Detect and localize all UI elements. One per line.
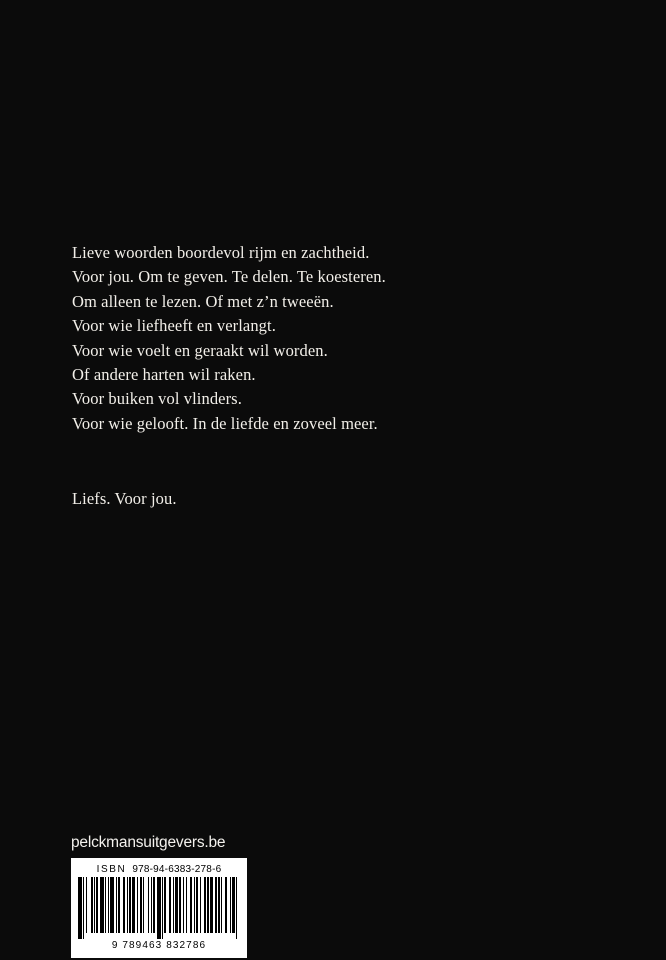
poem-line: Of andere harten wil raken. bbox=[72, 365, 256, 385]
isbn-number: 978-94-6383-278-6 bbox=[132, 864, 222, 875]
poem-line: Voor buiken vol vlinders. bbox=[72, 389, 242, 409]
poem-line: Voor wie gelooft. In de liefde en zoveel meer. bbox=[72, 413, 378, 433]
poem-line: Lieve woorden boordevol rijm en zachtheid. bbox=[72, 243, 370, 262]
poem-line: Voor wie voelt en geraakt wil worden. bbox=[72, 340, 328, 360]
barcode-bar bbox=[237, 877, 239, 939]
barcode-digits: 9 789463 832786 bbox=[111, 940, 207, 951]
poem-line: Voor jou. Om te geven. Te delen. Te koesteren. bbox=[72, 267, 386, 287]
isbn-text bbox=[77, 864, 241, 875]
isbn-label: ISBN bbox=[96, 864, 127, 875]
poem-block bbox=[72, 241, 572, 436]
barcode-bars bbox=[77, 877, 241, 939]
poem-line: Voor wie liefheeft en verlangt. bbox=[72, 316, 276, 336]
publisher-website[interactable]: pelckmansuitgevers.be bbox=[71, 834, 226, 851]
barcode-block bbox=[71, 858, 247, 958]
poem-signoff: Liefs. Voor jou. bbox=[72, 489, 177, 508]
poem-line: Om alleen te lezen. Of met z’n tweeën. bbox=[72, 291, 334, 311]
